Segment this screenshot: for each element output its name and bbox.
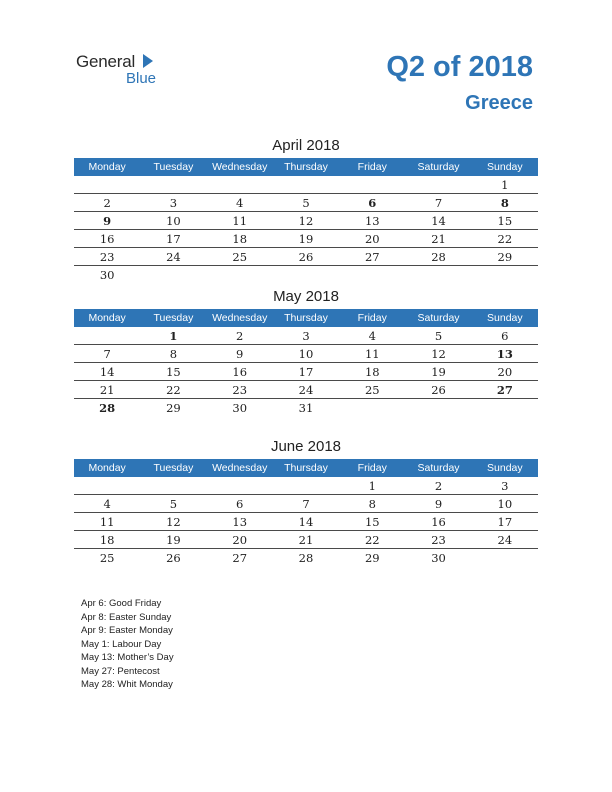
day-cell: 5 (140, 495, 206, 513)
day-cell (339, 399, 405, 417)
day-cell: 1 (472, 176, 538, 194)
day-cell (273, 477, 339, 495)
day-cell (339, 266, 405, 284)
day-cell: 26 (405, 381, 471, 399)
logo-blue-text: Blue (126, 70, 157, 87)
day-cell: 16 (74, 230, 140, 248)
day-cell: 21 (273, 531, 339, 549)
holiday-note: May 28: Whit Monday (81, 679, 173, 690)
day-cell: 7 (74, 345, 140, 363)
day-cell: 14 (405, 212, 471, 230)
day-cell: 22 (140, 381, 206, 399)
day-cell: 23 (405, 531, 471, 549)
day-cell (405, 266, 471, 284)
day-cell: 12 (405, 345, 471, 363)
day-cell: 13 (207, 513, 273, 531)
day-cell: 22 (339, 531, 405, 549)
day-cell: 15 (339, 513, 405, 531)
day-cell (207, 176, 273, 194)
month-june (74, 437, 538, 566)
day-cell (472, 549, 538, 567)
day-cell: 26 (273, 248, 339, 266)
week-row (74, 176, 538, 194)
day-cell (74, 176, 140, 194)
logo (76, 52, 157, 87)
week-row (74, 194, 538, 212)
day-cell: 20 (207, 531, 273, 549)
day-cell: 8 (472, 194, 538, 212)
day-cell: 21 (405, 230, 471, 248)
day-cell (339, 176, 405, 194)
day-cell: 13 (339, 212, 405, 230)
day-cell (472, 399, 538, 417)
day-cell: 18 (339, 363, 405, 381)
day-cell: 15 (140, 363, 206, 381)
day-cell: 14 (273, 513, 339, 531)
day-cell: 2 (405, 477, 471, 495)
day-cell: 7 (405, 194, 471, 212)
day-cell: 5 (273, 194, 339, 212)
day-cell: 23 (74, 248, 140, 266)
day-cell: 4 (207, 194, 273, 212)
day-cell: 27 (232, 550, 248, 565)
logo-triangle-icon (143, 54, 153, 68)
week-row (74, 549, 538, 567)
day-cell: 29 (166, 400, 181, 415)
holiday-note: Apr 6: Good Friday (81, 598, 162, 609)
day-cell: 25 (99, 550, 115, 565)
day-cell: 14 (74, 363, 140, 381)
day-cell: 29 (472, 248, 538, 266)
day-cell: 12 (273, 212, 339, 230)
day-cell: 29 (364, 550, 380, 565)
day-cell: 20 (339, 230, 405, 248)
day-cell (74, 327, 140, 345)
day-cell: 16 (207, 363, 273, 381)
day-cell: 9 (207, 345, 273, 363)
weekday-header: Thursday (273, 158, 339, 176)
weekday-header: Tuesday (140, 459, 206, 477)
day-cell: 2 (74, 194, 140, 212)
holiday-note: Apr 8: Easter Sunday (81, 611, 172, 623)
holiday-note: May 13: Mother’s Day (81, 652, 174, 663)
day-cell (140, 477, 206, 495)
day-cell: 6 (207, 495, 273, 513)
calendar-table (74, 309, 538, 416)
calendar-table (74, 158, 538, 283)
weekday-header: Monday (74, 158, 140, 176)
day-cell (207, 477, 273, 495)
weekday-header: Friday (339, 158, 405, 176)
day-cell: 25 (207, 248, 273, 266)
day-cell: 26 (166, 550, 181, 565)
weekday-header: Thursday (273, 459, 339, 477)
week-row (74, 513, 538, 531)
day-cell: 30 (232, 400, 248, 415)
day-cell: 27 (339, 248, 405, 266)
holiday-note: May 27: Pentecost (81, 665, 160, 677)
day-cell: 11 (339, 345, 405, 363)
country-name: Greece (465, 92, 533, 114)
week-row (74, 212, 538, 230)
day-cell: 10 (140, 212, 206, 230)
week-row (74, 230, 538, 248)
week-row (74, 248, 538, 266)
logo-general-text: General (76, 52, 136, 71)
weekday-header: Sunday (472, 158, 538, 176)
weekday-header: Wednesday (207, 459, 273, 477)
day-cell (405, 399, 471, 417)
day-cell: 11 (74, 513, 140, 531)
day-cell: 19 (405, 363, 471, 381)
day-cell (140, 266, 206, 284)
day-cell: 4 (74, 495, 140, 513)
weekday-header: Tuesday (140, 158, 206, 176)
weekday-header: Saturday (405, 158, 471, 176)
day-cell (273, 266, 339, 284)
weekday-header: Tuesday (140, 309, 206, 327)
day-cell: 17 (273, 363, 339, 381)
day-cell: 15 (472, 212, 538, 230)
week-row (74, 363, 538, 381)
weekday-header: Sunday (472, 309, 538, 327)
day-cell: 30 (99, 267, 115, 282)
day-cell: 28 (99, 400, 116, 415)
weekday-header: Wednesday (207, 309, 273, 327)
day-cell: 16 (405, 513, 471, 531)
week-row (74, 477, 538, 495)
weekday-header: Wednesday (207, 158, 273, 176)
day-cell: 4 (339, 327, 405, 345)
holiday-note: Apr 9: Easter Monday (81, 625, 173, 636)
day-cell: 22 (472, 230, 538, 248)
day-cell: 12 (140, 513, 206, 531)
weekday-header: Saturday (405, 459, 471, 477)
holiday-note: May 1: Labour Day (81, 638, 162, 650)
week-row (74, 345, 538, 363)
day-cell: 2 (207, 327, 273, 345)
weekday-header: Thursday (273, 309, 339, 327)
month-title: June 2018 (270, 438, 342, 455)
day-cell: 8 (140, 345, 206, 363)
weekday-header: Monday (74, 309, 140, 327)
day-cell: 3 (472, 477, 538, 495)
day-cell: 8 (339, 495, 405, 513)
day-cell: 3 (273, 327, 339, 345)
day-cell: 23 (207, 381, 273, 399)
holiday-notes (81, 597, 174, 692)
day-cell: 27 (472, 381, 538, 399)
weekday-header: Friday (339, 459, 405, 477)
day-cell: 18 (74, 531, 140, 549)
week-row (74, 381, 538, 399)
weekday-header: Monday (74, 459, 140, 477)
month-april (74, 136, 538, 283)
day-cell: 7 (273, 495, 339, 513)
day-cell: 25 (339, 381, 405, 399)
day-cell: 9 (405, 495, 471, 513)
month-may (74, 287, 538, 416)
week-row (74, 531, 538, 549)
day-cell: 1 (339, 477, 405, 495)
week-row (74, 266, 538, 284)
weekday-header: Saturday (405, 309, 471, 327)
day-cell: 1 (140, 327, 206, 345)
day-cell: 19 (273, 230, 339, 248)
day-cell (140, 176, 206, 194)
day-cell: 24 (273, 381, 339, 399)
day-cell: 28 (405, 248, 471, 266)
day-cell: 9 (74, 212, 140, 230)
week-row (74, 495, 538, 513)
day-cell: 20 (472, 363, 538, 381)
day-cell (207, 266, 273, 284)
day-cell: 19 (140, 531, 206, 549)
day-cell: 31 (298, 400, 314, 415)
calendar-table (74, 459, 538, 566)
day-cell: 24 (472, 531, 538, 549)
weekday-header: Friday (339, 309, 405, 327)
day-cell: 28 (298, 550, 314, 565)
day-cell: 18 (207, 230, 273, 248)
day-cell: 24 (140, 248, 206, 266)
day-cell: 21 (74, 381, 140, 399)
day-cell: 10 (273, 345, 339, 363)
day-cell: 17 (140, 230, 206, 248)
day-cell: 10 (472, 495, 538, 513)
day-cell (472, 266, 538, 284)
month-title: April 2018 (272, 137, 340, 154)
day-cell: 5 (405, 327, 471, 345)
quarter-title: Q2 of 2018 (386, 51, 533, 83)
week-row (74, 399, 538, 417)
month-title: May 2018 (273, 288, 339, 305)
day-cell (273, 176, 339, 194)
weekday-header: Sunday (472, 459, 538, 477)
day-cell (74, 477, 140, 495)
week-row (74, 327, 538, 345)
day-cell: 6 (339, 194, 405, 212)
day-cell: 11 (207, 212, 273, 230)
day-cell: 17 (472, 513, 538, 531)
day-cell: 3 (140, 194, 206, 212)
day-cell: 30 (431, 550, 446, 565)
day-cell (405, 176, 471, 194)
day-cell: 6 (472, 327, 538, 345)
day-cell: 13 (472, 345, 538, 363)
